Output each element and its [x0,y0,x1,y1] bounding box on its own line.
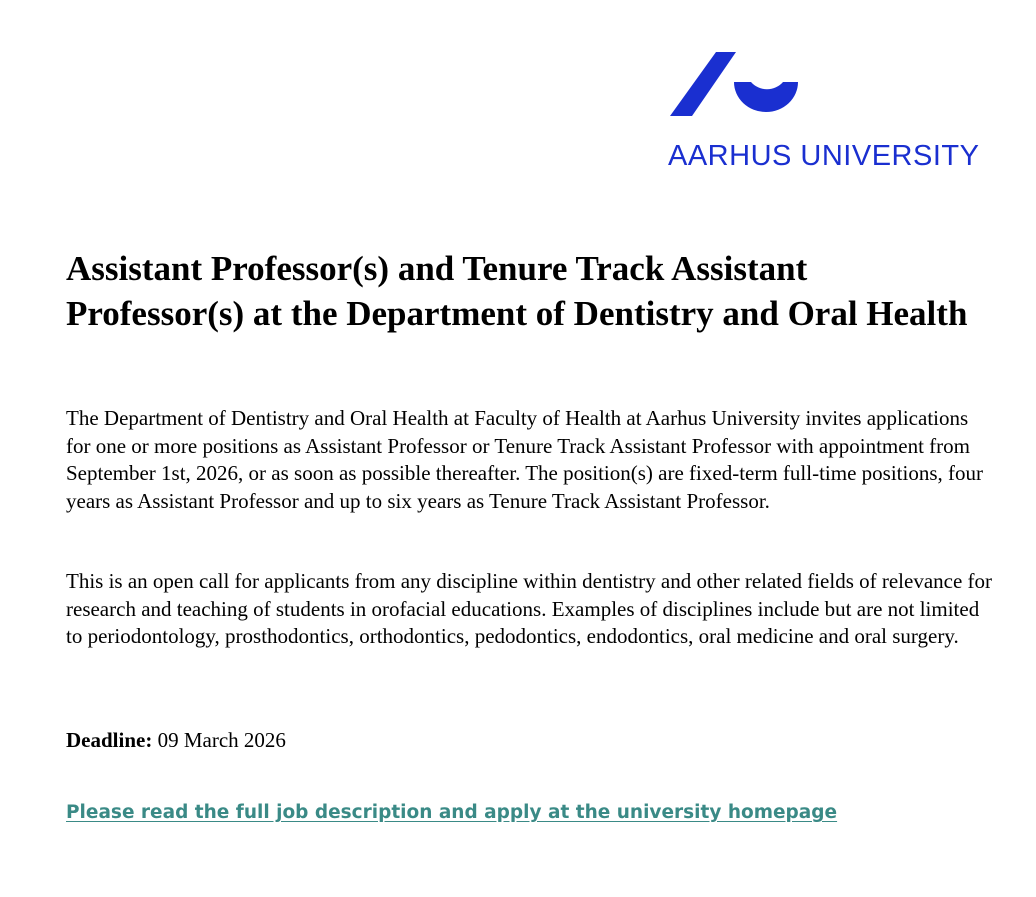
deadline-value: 09 March 2026 [157,728,286,752]
deadline-label: Deadline: [66,728,153,752]
university-name: AARHUS UNIVERSITY [668,140,980,172]
university-logo [662,48,992,188]
job-disciplines-paragraph: This is an open call for applicants from any discipline within dentistry and other related fields of relevance for research and teaching of students in orofacial educations. Examples of disciplines include but are not limited to periodontology, prosthodontics, orthodontics, pedodontics, endodontics, oral medicine and oral surgery. [66,569,993,648]
aarhus-logo-mark-icon [666,48,798,120]
deadline [66,727,286,754]
job-title: Assistant Professor(s) and Tenure Track Assistant Professor(s) at the Department of Dentistry and Oral Health [66,249,968,333]
job-intro-paragraph: The Department of Dentistry and Oral Health at Faculty of Health at Aarhus University invites applications for one or more positions as Assistant Professor or Tenure Track Assistant Professor with appointment from September 1st, 2026, or as soon as possible thereafter. The position(s) are fixed-term full-time positions, four years as Assistant Professor and up to six years as Tenure Track Assistant Professor. [66,406,983,513]
apply-link[interactable]: Please read the full job description and apply at the university homepage [66,802,838,823]
